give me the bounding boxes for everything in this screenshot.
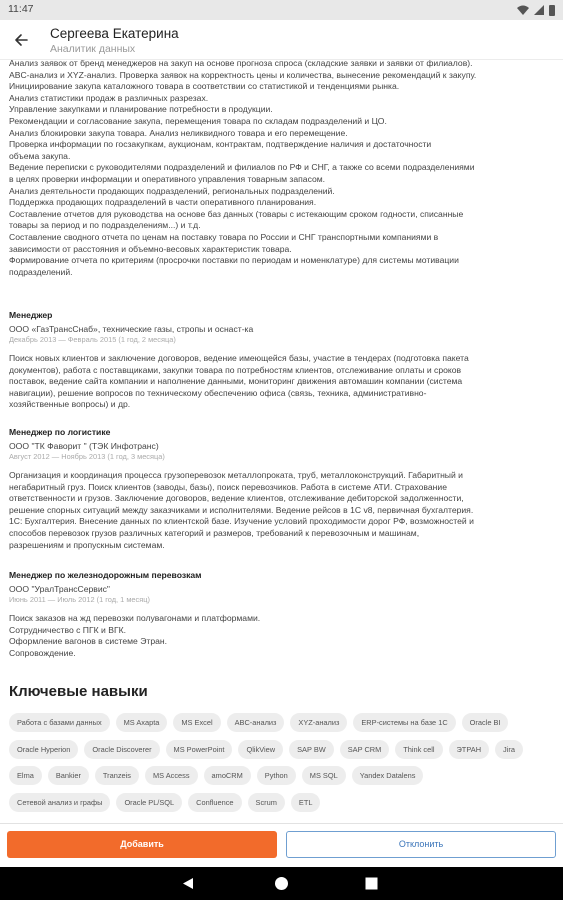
- duty-line: Инициирование закупа каталожного товара в соответствии со статистикой и тенденциями рынка.: [9, 81, 400, 92]
- candidate-name: Сергеева Екатерина: [50, 26, 179, 41]
- job-entry: [9, 310, 554, 411]
- skill-chip: ЭТРАН: [449, 740, 490, 759]
- skill-chip: Сетевой анализ и графы: [9, 793, 110, 812]
- skill-chip: Jira: [495, 740, 523, 759]
- skill-chip: Scrum: [248, 793, 285, 812]
- skill-chip: Oracle PL/SQL: [116, 793, 182, 812]
- duty-line: подразделений.: [9, 266, 73, 277]
- job-desc-line: хозяйственные вопросы) и др.: [9, 399, 131, 410]
- status-bar: [0, 0, 563, 20]
- skill-chip: MS Excel: [173, 713, 220, 732]
- duty-line: в целях проверки информации и оперативного управления товарным запасом.: [9, 173, 326, 184]
- skill-chip: Yandex Datalens: [352, 766, 424, 785]
- status-icons: [517, 4, 555, 16]
- job-desc-line: решение спорных ситуаций между заказчиками и исполнителями. Ведение рейсов в 1С v8, первичная бухгалтерия.: [9, 504, 474, 515]
- nav-back-icon[interactable]: [182, 877, 194, 890]
- resume-content[interactable]: [0, 60, 563, 823]
- job-period: Август 2012 — Ноябрь 2013 (1 год, 3 месяца): [9, 452, 165, 461]
- skill-chip: Oracle Hyperion: [9, 740, 78, 759]
- skill-chip: Think cell: [395, 740, 442, 759]
- job-description: [9, 470, 554, 551]
- app-bar: [0, 20, 563, 60]
- back-button[interactable]: [10, 29, 32, 51]
- job-description: [9, 613, 554, 659]
- arrow-left-icon: [14, 33, 28, 47]
- skill-chip: Tranzeis: [95, 766, 139, 785]
- skills-row: [9, 713, 508, 732]
- candidate-position: Аналитик данных: [50, 43, 136, 55]
- skill-chip: Oracle Discoverer: [84, 740, 159, 759]
- skill-chip: ERP-системы на базе 1С: [353, 713, 455, 732]
- signal-icon: [534, 5, 544, 15]
- duty-line: объема закупа.: [9, 150, 71, 161]
- job-desc-line: документов), работа с поставщиками, закупки товара по потребностям клиентов, отслеживание оплаты и сроков: [9, 364, 462, 375]
- status-time: 11:47: [8, 3, 34, 15]
- duty-line: Проверка информации по госзакупкам, аукционам, контрактам, подтверждение наличия и достаточности: [9, 139, 432, 150]
- skill-chip: Confluence: [188, 793, 241, 812]
- skills-row: [9, 793, 320, 812]
- skill-chip: amoCRM: [204, 766, 251, 785]
- skill-chip: MS PowerPoint: [166, 740, 233, 759]
- duty-line: ABC-анализ и XYZ-анализ. Проверка заявок на корректность цены и количества, вынесение рекомендаций к закупу.: [9, 69, 477, 80]
- duty-line: Анализ заявок от бренд менеджеров на закуп на основе прогноза спроса (складские заявки и заявки от филиалов).: [9, 60, 473, 68]
- skills-heading: Ключевые навыки: [9, 683, 148, 700]
- job-desc-line: навигации), решение вопросов по техническому обеспечению офиса (связь, техника, административно-: [9, 387, 427, 398]
- job-desc-line: Поиск заказов на жд перевозки полувагонами и платформами.: [9, 613, 261, 623]
- system-nav-bar: [0, 867, 563, 900]
- duty-line: Анализ деятельности продающих подразделений, региональных подразделений.: [9, 185, 335, 196]
- skills-row: [9, 766, 423, 785]
- job-company: ООО «ГазТрансСнаб», технические газы, стропы и оснаст-ка: [9, 324, 254, 334]
- job-period: Декабрь 2013 — Февраль 2015 (1 год, 2 месяца): [9, 335, 176, 344]
- job-desc-line: поставок, ведение сайта компании и наполнение данными, мониторинг движения автомашин компании (система: [9, 376, 463, 387]
- job-desc-line: ответственности и грузов. Заключение договоров, ведение клиентов, отслеживание дебиторской задолженности,: [9, 493, 464, 504]
- duty-line: Формирование отчета по критериям (просрочки поставки по периодам и номенклатуре) для системы мотивации: [9, 255, 459, 266]
- skill-chip: Bankier: [48, 766, 89, 785]
- job-desc-line: негабаритный груз. Поиск клиентов (заводы, базы), поиск перевозчиков. Работа в системе АТИ. Страхование: [9, 481, 447, 492]
- nav-recent-apps-icon[interactable]: [365, 877, 378, 890]
- duty-line: Анализ блокировки закупа товара. Анализ неликвидного товара и его перемещение.: [9, 127, 348, 138]
- job-period: Июнь 2011 — Июль 2012 (1 год, 1 месяц): [9, 595, 150, 604]
- job-desc-line: Организация и координация процесса грузоперевозок металлопроката, труб, металлоконструкций. Габаритный и: [9, 470, 463, 480]
- add-button[interactable]: Добавить: [7, 831, 277, 858]
- duty-line: Поддержка продающих подразделений в части оперативного планирования.: [9, 197, 317, 208]
- job-desc-line: Оформление вагонов в системе Этран.: [9, 636, 168, 647]
- job-desc-line: Сотрудничество с ПГК и ВГК.: [9, 624, 126, 635]
- job-duties: [9, 60, 554, 278]
- duty-line: Управление закупками и планирование потребности в продукции.: [9, 104, 273, 115]
- job-desc-line: Поиск новых клиентов и заключение договоров, ведение имеющейся базы, участие в тендерах (подготовка пакета: [9, 353, 469, 363]
- duty-line: товары за период и по подразделениям...) и т.д.: [9, 220, 201, 231]
- reject-button[interactable]: Отклонить: [286, 831, 556, 858]
- wifi-icon: [517, 5, 529, 15]
- job-desc-line: разрешениям и пропускным системам.: [9, 539, 165, 550]
- duty-line: Рекомендации и согласование закупа, перемещения товара по складам подразделений и ЦО.: [9, 115, 387, 126]
- nav-home-icon[interactable]: [274, 876, 289, 891]
- job-title: Менеджер по железнодорожным перевозкам: [9, 570, 202, 580]
- skill-chip: SAP BW: [289, 740, 334, 759]
- job-description: [9, 353, 554, 411]
- skill-chip: MS Access: [145, 766, 198, 785]
- skill-chip: SAP CRM: [340, 740, 390, 759]
- skill-chip: MS Axapta: [116, 713, 168, 732]
- job-entry: [9, 570, 554, 659]
- duty-line: Составление сводного отчета по ценам на поставку товара по России и СНГ транспортными компаниями в: [9, 231, 439, 242]
- duty-line: зависимости от расстояния и объемно-весовых характеристик товара.: [9, 243, 292, 254]
- duty-line: Ведение переписки с руководителями подразделений и филиалов по РФ и СНГ, а также со всеми подразделениями: [9, 162, 475, 173]
- skill-chip: ETL: [291, 793, 321, 812]
- skill-chip: ABC-анализ: [227, 713, 285, 732]
- skill-chip: Python: [257, 766, 296, 785]
- skill-chip: XYZ-анализ: [290, 713, 347, 732]
- job-desc-line: 1С: Бухгалтерия. Внесение данных по клиентской базе. Изучение условий проходимости дорог РФ, возможностей и: [9, 516, 474, 527]
- skill-chip: Oracle BI: [462, 713, 509, 732]
- job-entry: [9, 427, 554, 551]
- job-desc-line: Сопровождение.: [9, 647, 76, 658]
- job-desc-line: способов перевозок грузов различных категорий и размеров, требований к перевозочным и машинам,: [9, 527, 420, 538]
- job-title: Менеджер: [9, 310, 53, 320]
- duty-line: Составление отчетов для руководства на основе баз данных (товары с истекающим сроком годности, списанные: [9, 208, 464, 219]
- skill-chip: Elma: [9, 766, 42, 785]
- action-bar: [0, 823, 563, 867]
- job-company: ООО "ТК Фаворит " (ТЭК Инфотранс): [9, 441, 159, 451]
- battery-icon: [549, 5, 555, 16]
- job-company: ООО "УралТрансСервис": [9, 584, 110, 594]
- skill-chip: Работа с базами данных: [9, 713, 110, 732]
- skills-row: [9, 740, 523, 759]
- duty-line: Анализ статистики продаж в различных разрезах.: [9, 92, 209, 103]
- job-title: Менеджер по логистике: [9, 427, 111, 437]
- skill-chip: QlikView: [238, 740, 283, 759]
- skill-chip: MS SQL: [302, 766, 346, 785]
